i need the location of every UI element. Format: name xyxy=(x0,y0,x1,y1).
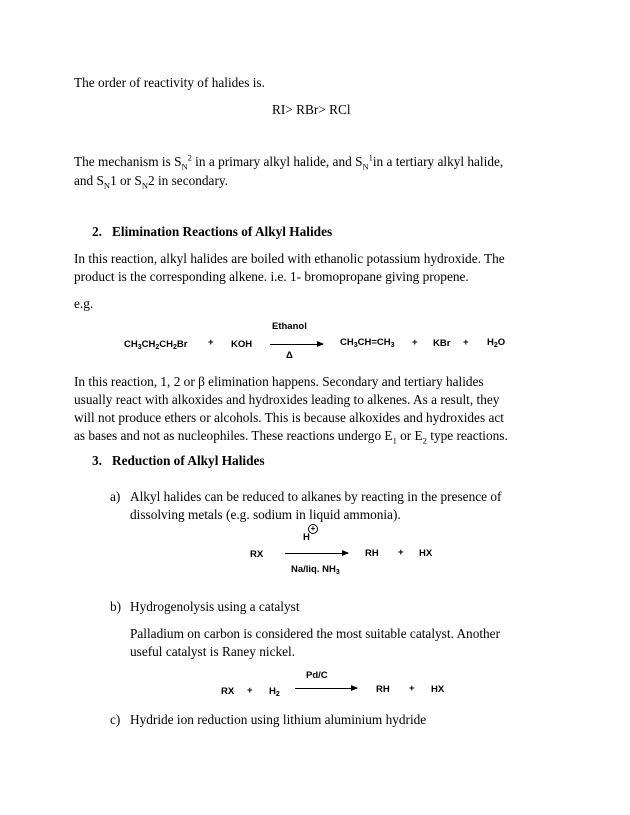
reactant-h2: $H_2$ xyxy=(269,686,280,698)
reactivity-intro: The order of reactivity of halides is. xyxy=(74,75,265,90)
reactivity-order: RI> RBr> RCl xyxy=(272,102,351,117)
product-water: $H_2O$ xyxy=(487,337,506,349)
reactant-1-bromopropane: $CH_3CH_2CH_2Br$ xyxy=(124,339,188,351)
plus-sign: + xyxy=(247,685,253,696)
condition-heat: Δ xyxy=(286,350,293,361)
positive-charge-symbol: + xyxy=(308,524,318,534)
plus-sign: + xyxy=(463,337,469,348)
section-3-heading: Reduction of Alkyl Halides xyxy=(112,453,265,468)
elimination-para-line-1: In this reaction, alkyl halides are boiled with ethanolic potassium hydroxide. The xyxy=(74,251,505,266)
section-3-number: 3. xyxy=(92,453,102,468)
item-c-marker: c) xyxy=(110,712,121,727)
elim-para2-line-2: usually react with alkoxides and hydroxides leading to alkenes. As a result, they xyxy=(74,392,500,407)
elim-para2-line-3: will not produce ethers or alcohols. This is because alkoxides and hydroxides act xyxy=(74,410,504,425)
condition-ethanol: Ethanol xyxy=(272,321,307,332)
condition-na-nh3: Na/liq. $NH_3$ xyxy=(291,564,340,576)
reactant-rx: RX xyxy=(221,686,235,697)
product-rh: RH xyxy=(376,684,390,695)
elim-para2-line-1: In this reaction, 1, 2 or β elimination happens. Secondary and tertiary halides xyxy=(74,374,484,389)
item-a-marker: a) xyxy=(110,489,121,504)
item-c-line-1: Hydride ion reduction using lithium aluminium hydride xyxy=(130,712,427,727)
plus-sign: + xyxy=(208,337,214,348)
reaction-arrow xyxy=(270,344,323,345)
reactant-rx: RX xyxy=(250,549,264,560)
item-b-para-line-1: Palladium on carbon is considered the most suitable catalyst. Another xyxy=(130,626,501,641)
item-a-line-2: dissolving metals (e.g. sodium in liquid ammonia). xyxy=(130,507,401,522)
product-hx: HX xyxy=(431,684,445,695)
item-a-line-1: Alkyl halides can be reduced to alkanes by reacting in the presence of xyxy=(130,489,502,504)
reaction-arrow xyxy=(285,553,348,554)
example-label: e.g. xyxy=(74,296,94,311)
condition-pd-c: Pd/C xyxy=(306,670,328,681)
plus-sign: + xyxy=(412,337,418,348)
item-b-para-line-2: useful catalyst is Raney nickel. xyxy=(130,644,296,659)
mechanism-line-1: The mechanism is $S_N^2$ in a primary alkyl halide, and $S_N^1in$ a tertiary alkyl halide, xyxy=(74,152,504,172)
product-kbr: KBr xyxy=(433,338,451,349)
plus-sign: + xyxy=(409,683,415,694)
plus-sign: + xyxy=(398,547,404,558)
product-rh: RH xyxy=(365,548,379,559)
reactant-koh: KOH xyxy=(231,339,253,350)
product-propene: $CH_3CH=CH_3$ xyxy=(340,337,395,349)
section-2-heading: Elimination Reactions of Alkyl Halides xyxy=(112,224,333,239)
product-hx: HX xyxy=(419,548,433,559)
item-b-line-1: Hydrogenolysis using a catalyst xyxy=(130,599,300,614)
condition-proton: H xyxy=(303,532,310,543)
elimination-para-line-2: product is the corresponding alkene. i.e. 1- bromopropane giving propene. xyxy=(74,269,469,284)
mechanism-line-2: and $S_N1$ or $S_N2$ in secondary. xyxy=(74,173,228,191)
reaction-arrow xyxy=(295,688,357,689)
elim-para2-line-4: as bases and not as nucleophiles. These reactions undergo $E_1$ or $E_2$ type reactions. xyxy=(74,428,508,446)
section-2-number: 2. xyxy=(92,224,102,239)
item-b-marker: b) xyxy=(110,599,122,614)
